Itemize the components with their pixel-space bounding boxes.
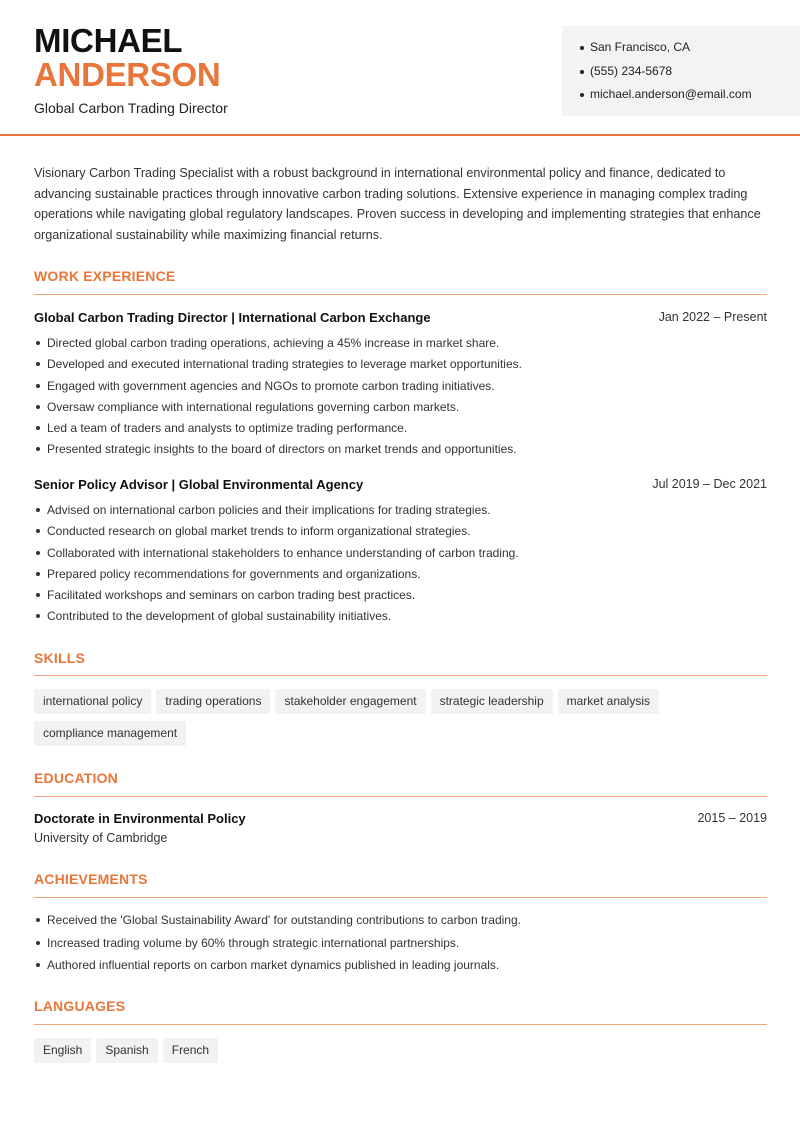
list-item: Conducted research on global market trends to inform organizational strategies. [34,523,767,544]
list-item: Prepared policy recommendations for governments and organizations. [34,566,767,587]
job-title: Global Carbon Trading Director [34,100,228,116]
job-bullets [34,335,767,463]
skill-chip: stakeholder engagement [275,689,425,714]
list-item: Engaged with government agencies and NGOs to promote carbon trading initiatives. [34,378,767,399]
job-header [34,310,767,328]
language-chip: French [163,1038,218,1063]
list-item: Authored influential reports on carbon market dynamics published in leading journals. [34,957,767,980]
education-dates: 2015 – 2019 [697,811,767,825]
list-item: Presented strategic insights to the board of directors on market trends and opportunities. [34,441,767,462]
last-name: ANDERSON [34,56,221,93]
job-role: Global Carbon Trading Director | International Carbon Exchange [34,310,431,325]
list-item: Facilitated workshops and seminars on carbon trading best practices. [34,587,767,608]
skill-chip: compliance management [34,721,186,746]
language-chip: Spanish [96,1038,157,1063]
skill-chip: trading operations [156,689,270,714]
section-divider [34,897,767,898]
resume-header [0,0,800,136]
job-dates: Jul 2019 – Dec 2021 [652,477,767,491]
list-item: Contributed to the development of global sustainability initiatives. [34,608,767,629]
job-role: Senior Policy Advisor | Global Environmental Agency [34,477,364,492]
skill-chip: market analysis [558,689,659,714]
list-item: Led a team of traders and analysts to optimize trading performance. [34,420,767,441]
list-item: Oversaw compliance with international regulations governing carbon markets. [34,399,767,420]
list-item: Increased trading volume by 60% through strategic international partnerships. [34,935,767,958]
section-divider [34,1024,767,1025]
section-title-education: EDUCATION [34,770,118,786]
list-item: Received the 'Global Sustainability Award' for outstanding contributions to carbon trading. [34,912,767,935]
section-title-languages: LANGUAGES [34,998,126,1014]
list-item: Developed and executed international trading strategies to leverage market opportunities. [34,356,767,377]
section-title-skills: SKILLS [34,650,85,666]
skill-chip: international policy [34,689,151,714]
list-item: Directed global carbon trading operations, achieving a 45% increase in market share. [34,335,767,356]
section-divider [34,796,767,797]
education-degree: Doctorate in Environmental Policy [34,811,246,826]
summary-paragraph: Visionary Carbon Trading Specialist with a robust background in international environmental policy and finance, dedicated to advancing sustainable practices through innovative carbon trading solutions. Extensive experience in managing complex trading operations while navigating global regulatory landscapes. Proven success in developing and implementing strategies that enhance organizational sustainability while maximizing financial returns. [34,166,761,243]
section-title-work: WORK EXPERIENCE [34,268,176,284]
contact-phone: (555) 234-5678 [580,63,800,87]
skills-list [34,689,774,753]
list-item: Collaborated with international stakeholders to enhance understanding of carbon trading. [34,545,767,566]
first-name: MICHAEL [34,22,183,59]
list-item: Advised on international carbon policies and their implications for trading strategies. [34,502,767,523]
contact-box [562,26,800,116]
language-chip: English [34,1038,91,1063]
education-school: University of Cambridge [34,831,168,845]
contact-email: michael.anderson@email.com [580,86,800,110]
section-divider [34,294,767,295]
job-bullets [34,502,767,630]
languages-list [34,1038,774,1070]
skill-chip: strategic leadership [431,689,553,714]
achievements-list [34,912,767,980]
contact-location: San Francisco, CA [580,39,800,63]
section-divider [34,675,767,676]
section-title-achievements: ACHIEVEMENTS [34,871,148,887]
job-dates: Jan 2022 – Present [658,310,767,324]
job-header [34,477,767,495]
